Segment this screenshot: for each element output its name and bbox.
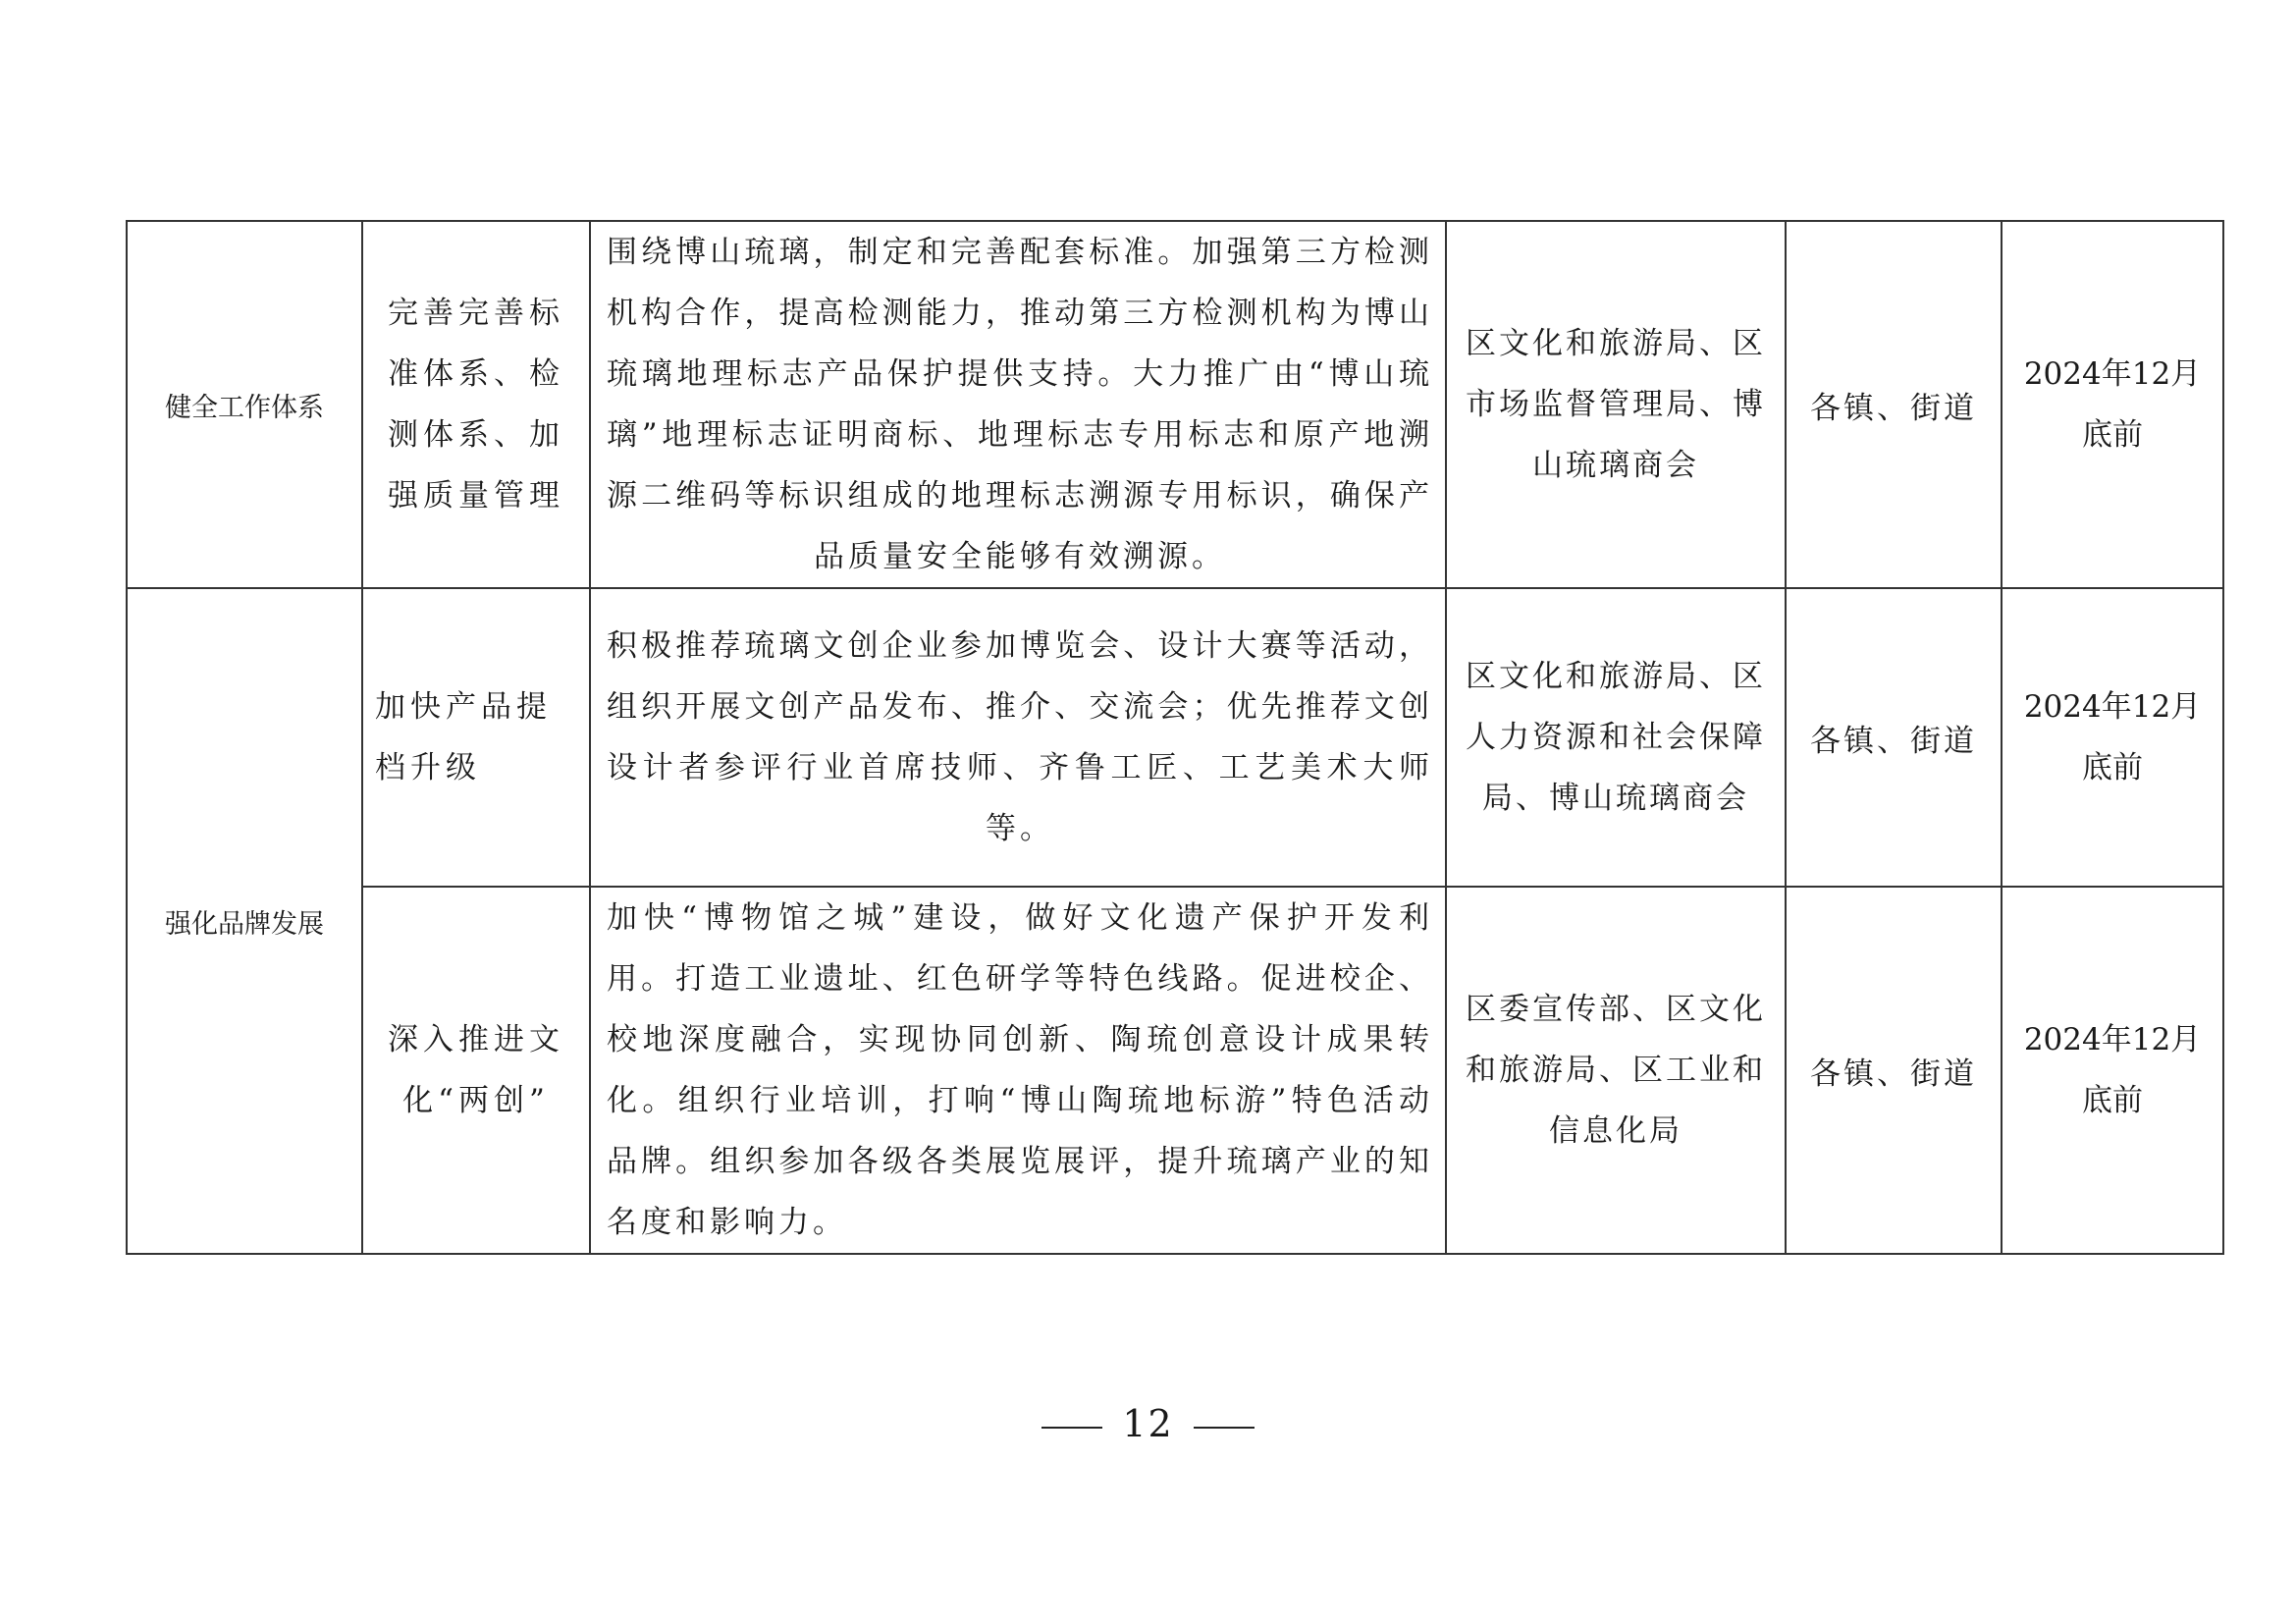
content-cell xyxy=(590,887,1446,1254)
task-cell xyxy=(362,588,590,887)
table-row xyxy=(127,221,2223,588)
task-cell xyxy=(362,887,590,1254)
task-cell xyxy=(362,221,590,588)
deadline-cell xyxy=(2002,221,2223,588)
content-cell xyxy=(590,221,1446,588)
lead-unit-text: 区文化和旅游局、区人力资源和社会保障局、博山琉璃商会 xyxy=(1466,659,1766,816)
category-cell xyxy=(127,588,362,1254)
responsible-cell xyxy=(1786,221,2002,588)
deadline-text: 2024年12月底前 xyxy=(2023,689,2202,785)
content-text: 加快“博物馆之城”建设，做好文化遗产保护开发利用。打造工业遗址、红色研学等特色线路。促进校企、校地深度融合，实现协同创新、陶琉创意设计成果转化。组织行业培训，打响“博山陶琉地标游”特色活动品牌。组织参加各级各类展览展评，提升琉璃产业的知名度和影响力。 xyxy=(607,900,1433,1240)
page-number: 12 xyxy=(1122,1402,1174,1445)
task-label: 完善完善标准体系、检测体系、加强质量管理 xyxy=(388,296,564,514)
content-cell xyxy=(590,588,1446,887)
responsible-text: 各镇、街道 xyxy=(1810,723,1977,759)
content-text: 围绕博山琉璃，制定和完善配套标准。加强第三方检测机构合作，提高检测能力，推动第三方检测机构为博山琉璃地理标志产品保护提供支持。大力推广由“博山琉璃”地理标志证明商标、地理标志专用标志和原产地溯源二维码等标识组成的地理标志溯源专用标识，确保产品质量安全能够有效溯源。 xyxy=(607,235,1433,574)
page-footer xyxy=(0,1402,2296,1445)
lead-unit-cell xyxy=(1446,221,1786,588)
task-label: 深入推进文化“两创” xyxy=(388,1022,564,1118)
responsible-text: 各镇、街道 xyxy=(1810,390,1977,426)
lead-unit-cell xyxy=(1446,887,1786,1254)
category-cell xyxy=(127,221,362,588)
responsible-text: 各镇、街道 xyxy=(1810,1056,1977,1092)
responsible-cell xyxy=(1786,588,2002,887)
responsible-cell xyxy=(1786,887,2002,1254)
footer-dash-right xyxy=(1194,1427,1255,1429)
lead-unit-cell xyxy=(1446,588,1786,887)
task-label: 加快产品提档升级 xyxy=(375,689,552,785)
footer-dash-left xyxy=(1041,1427,1102,1429)
lead-unit-text: 区委宣传部、区文化和旅游局、区工业和信息化局 xyxy=(1466,992,1766,1149)
category-label: 强化品牌发展 xyxy=(165,908,324,940)
category-label: 健全工作体系 xyxy=(165,392,324,423)
table-row xyxy=(127,887,2223,1254)
deadline-text: 2024年12月底前 xyxy=(2023,1022,2202,1118)
content-text: 积极推荐琉璃文创企业参加博览会、设计大赛等活动，组织开展文创产品发布、推介、交流会；优先推荐文创设计者参评行业首席技师、齐鲁工匠、工艺美术大师等。 xyxy=(607,628,1433,846)
deadline-cell xyxy=(2002,887,2223,1254)
table-row xyxy=(127,588,2223,887)
lead-unit-text: 区文化和旅游局、区市场监督管理局、博山琉璃商会 xyxy=(1466,326,1766,483)
deadline-text: 2024年12月底前 xyxy=(2023,356,2202,453)
task-table xyxy=(126,220,2224,1255)
deadline-cell xyxy=(2002,588,2223,887)
